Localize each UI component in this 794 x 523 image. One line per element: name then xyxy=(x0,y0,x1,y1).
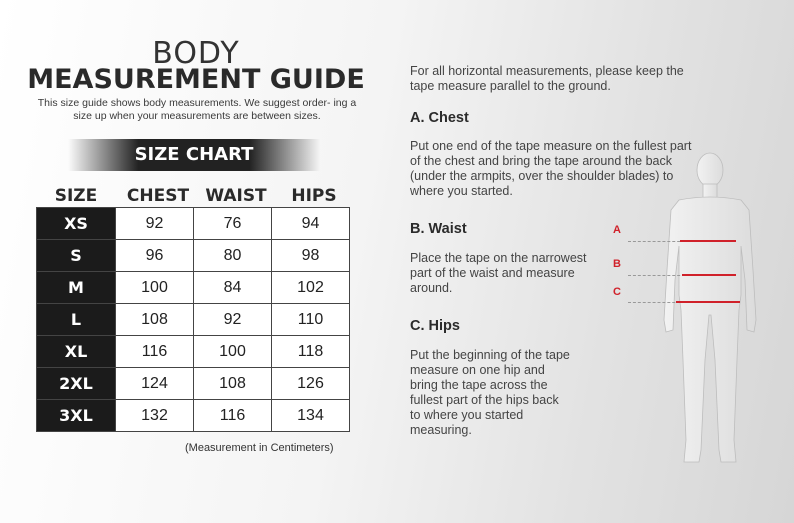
hips-cell: 134 xyxy=(272,400,350,432)
waist-cell: 92 xyxy=(194,304,272,336)
hips-heading: C. Hips xyxy=(410,318,460,334)
size-cell: XL xyxy=(37,336,116,368)
hips-cell: 110 xyxy=(272,304,350,336)
table-row xyxy=(37,208,350,240)
size-cell: S xyxy=(37,240,116,272)
hips-cell: 126 xyxy=(272,368,350,400)
chest-cell: 96 xyxy=(116,240,194,272)
chest-cell: 132 xyxy=(116,400,194,432)
hips-cell: 102 xyxy=(272,272,350,304)
horizontal-note: For all horizontal measurements, please keep the tape measure parallel to the ground. xyxy=(410,64,684,93)
column-header-hips: HIPS xyxy=(291,186,337,206)
waist-tape-line xyxy=(682,274,736,276)
size-cell: 2XL xyxy=(37,368,116,400)
size-chart-banner: SIZE CHART xyxy=(68,139,320,171)
body-silhouette xyxy=(655,150,765,470)
table-row xyxy=(37,240,350,272)
waist-guide-line xyxy=(628,275,690,276)
size-cell: 3XL xyxy=(37,400,116,432)
hips-cell: 94 xyxy=(272,208,350,240)
label-c: C xyxy=(613,286,621,298)
column-header-size: SIZE xyxy=(54,186,98,206)
table-row xyxy=(37,272,350,304)
size-cell: XS xyxy=(37,208,116,240)
size-table xyxy=(36,207,350,432)
waist-cell: 84 xyxy=(194,272,272,304)
waist-heading: B. Waist xyxy=(410,221,467,237)
size-cell: L xyxy=(37,304,116,336)
column-header-chest: CHEST xyxy=(126,186,190,206)
waist-text: Place the tape on the narrowest part of the waist and measure around. xyxy=(410,251,587,295)
title-line1: BODY xyxy=(152,36,240,71)
chest-cell: 100 xyxy=(116,272,194,304)
waist-cell: 116 xyxy=(194,400,272,432)
hips-cell: 118 xyxy=(272,336,350,368)
label-a: A xyxy=(613,224,621,236)
chest-tape-line xyxy=(680,240,736,242)
chest-text: Put one end of the tape measure on the fullest part of the chest and bring the tape around the back (under the armpits, over the shoulder blades) to where you started. xyxy=(410,139,692,198)
column-header-waist: WAIST xyxy=(205,186,267,206)
table-row xyxy=(37,336,350,368)
table-row xyxy=(37,304,350,336)
title-line2: MEASUREMENT GUIDE xyxy=(27,64,365,95)
size-cell: M xyxy=(37,272,116,304)
chest-cell: 116 xyxy=(116,336,194,368)
waist-cell: 108 xyxy=(194,368,272,400)
chest-cell: 108 xyxy=(116,304,194,336)
waist-cell: 100 xyxy=(194,336,272,368)
waist-cell: 76 xyxy=(194,208,272,240)
waist-cell: 80 xyxy=(194,240,272,272)
label-b: B xyxy=(613,258,621,270)
measurement-note: (Measurement in Centimeters) xyxy=(185,442,334,454)
chest-cell: 124 xyxy=(116,368,194,400)
hips-cell: 98 xyxy=(272,240,350,272)
table-row xyxy=(37,368,350,400)
hips-text: Put the beginning of the tape measure on one hip and bring the tape across the fullest part of the hips back to where you started measuring. xyxy=(410,348,570,437)
intro-text: This size guide shows body measurements. We suggest order- ing a size up when your measurements are between sizes. xyxy=(37,97,357,122)
hips-tape-line xyxy=(676,301,740,303)
table-row xyxy=(37,400,350,432)
chest-cell: 92 xyxy=(116,208,194,240)
chest-heading: A. Chest xyxy=(410,110,469,126)
